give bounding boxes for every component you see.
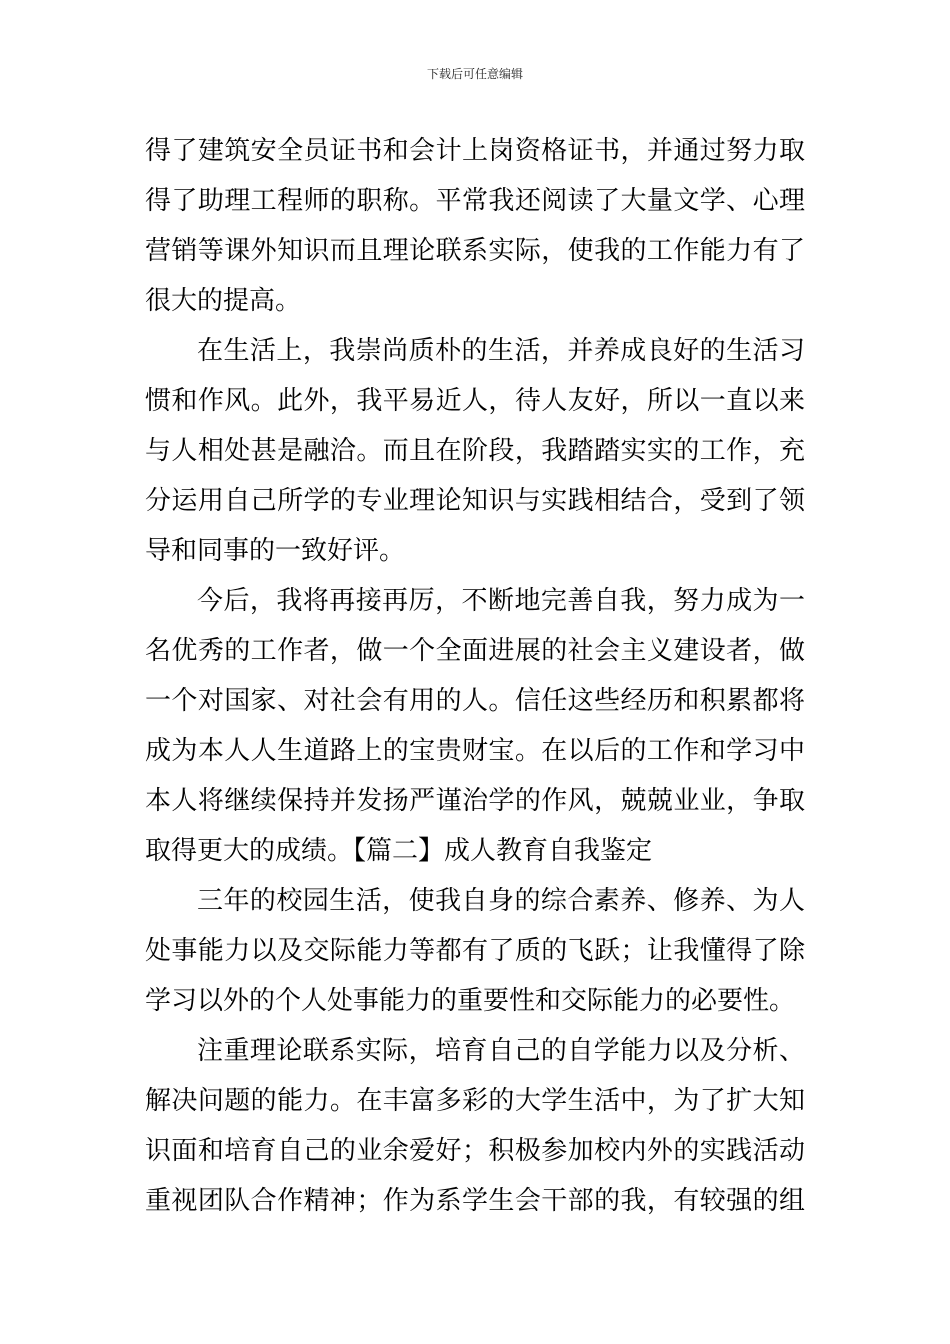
text-line: 本人将继续保持并发扬严谨治学的作风，兢兢业业，争取 [145, 786, 805, 816]
text-line: 得了建筑安全员证书和会计上岗资格证书，并通过努力取 [145, 136, 805, 166]
text-line: 一个对国家、对社会有用的人。信任这些经历和积累都将 [145, 686, 805, 716]
text-line: 导和同事的一致好评。 [145, 536, 406, 566]
text-line: 取得更大的成绩。【篇二】成人教育自我鉴定 [145, 836, 653, 866]
text-line: 营销等课外知识而且理论联系实际，使我的工作能力有了 [145, 236, 805, 266]
text-line: 惯和作风。此外，我平易近人，待人友好，所以一直以来 [145, 386, 805, 416]
text-line: 解决问题的能力。在丰富多彩的大学生活中，为了扩大知 [145, 1086, 805, 1116]
text-line: 得了助理工程师的职称。平常我还阅读了大量文学、心理 [145, 186, 805, 216]
document-body [145, 126, 805, 1226]
text-line: 今后，我将再接再厉，不断地完善自我，努力成为一 [197, 586, 805, 616]
text-line: 在生活上，我崇尚质朴的生活，并养成良好的生活习 [197, 336, 805, 366]
text-line: 很大的提高。 [145, 286, 302, 316]
page-header: 下载后可任意编辑 [426, 67, 523, 81]
text-line: 三年的校园生活，使我自身的综合素养、修养、为人 [197, 886, 805, 916]
text-line: 识面和培育自己的业余爱好；积极参加校内外的实践活动 [145, 1136, 805, 1166]
text-line: 成为本人人生道路上的宝贵财宝。在以后的工作和学习中 [145, 736, 805, 766]
text-line: 名优秀的工作者，做一个全面进展的社会主义建设者，做 [145, 636, 805, 666]
text-line: 与人相处甚是融洽。而且在阶段，我踏踏实实的工作，充 [145, 436, 805, 466]
text-line: 分运用自己所学的专业理论知识与实践相结合，受到了领 [145, 486, 805, 516]
text-line: 注重理论联系实际，培育自己的自学能力以及分析、 [197, 1036, 805, 1066]
text-line: 重视团队合作精神；作为系学生会干部的我，有较强的组 [145, 1186, 805, 1216]
text-line: 学习以外的个人处事能力的重要性和交际能力的必要性。 [145, 986, 796, 1016]
text-line: 处事能力以及交际能力等都有了质的飞跃；让我懂得了除 [145, 936, 805, 966]
